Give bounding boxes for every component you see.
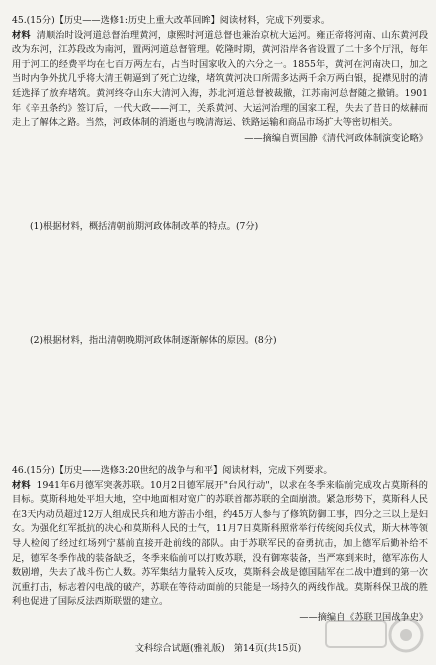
question-45: [12, 14, 428, 146]
question-45-material: [12, 29, 428, 131]
material-label: 材料: [12, 29, 31, 41]
question-45-header: 45.(15分)【历史——选修1:历史上重大改革回眸】阅读材料，完成下列要求。: [12, 15, 331, 26]
page-footer: 文科综合试题(雅礼版) 第14页(共15页): [134, 643, 302, 654]
question-45-sub-1: (1)根据材料，概括清朝前期河政体制改革的特点。(7分): [30, 221, 259, 232]
material-text: 1941年6月德军突袭苏联。10月2日德军展开"台风行动"，以求在冬季来临前完成攻占莫斯科的目标。莫斯科地处平坦大地，空中地面相对宽广的苏联首都苏联的全面崩溃。紧急形势下，莫斯科人民在3天内动员超过12万人组成民兵和地方游击小组，约45万人参与了修筑防御工事，四分之三以上是妇女。为强化红军抵抗的决心和莫斯科人民的士气，11月7日莫斯科照常举行传统阅兵仪式，斯大林等领导人检阅了经过红场列宁墓前直接开赴前线的部队。由于苏联军民的奋勇抗击，加上德军后勤补给不足，德军冬季作战的装备缺乏，冬季来临前可以打败苏联，没有御寒装备，当严寒到来时，德军冻伤人数剧增，失去了战斗伤亡人数。苏军集结力量转入反攻，莫斯科会战是德国陆军在二战中遭到的第一次沉重打击，标志着闪电战的破产，苏联在等待动面前的只能是一场持久的两线作战。莫斯科保卫战的胜利也促进了国际反法西斯联盟的建立。: [12, 479, 428, 608]
question-46: [12, 464, 428, 626]
watermark-logo: [320, 613, 430, 661]
material-label: 材料: [12, 479, 31, 491]
material-source: ——摘编自贾国静《清代河政体制演变论略》: [244, 132, 428, 144]
question-46-material: [12, 479, 428, 610]
material-source: ——摘编自《苏联卫国战争史》: [299, 611, 428, 623]
material-text: 清顺治时设河道总督治理黄河，康熙时河道总督也兼治京杭大运河。雍正帝将河南、山东黄河段改为东河，江苏段改为南河，置两河道总督管理。乾隆时期，黄河沿岸各省设置了二十多个厅汛，每年用于河工的经费平均在七百万两左右，占当时国家收入的六分之一。1855年，黄河在河南决口，加之当时内争外扰几乎将大清王朝逼到了死亡边缘，堵筑黄河决口所需多达两千余万两白银，捉襟见肘的清廷选择了放弃堵筑。黄河终夺山东大清河入海，苏北河道总督被裁撤，江苏南河总督随之撤销。1901年《辛丑条约》签订后，一代大政——河工，关系黄河、大运河治理的国家工程，失去了昔日的炫赫而走上了解体之路。当然，河政体制的消逝也与晚清海运、铁路运输和商品市场扩大等密切相关。: [12, 29, 429, 129]
question-46-header: 46.(15分)【历史——选修3:20世纪的战争与和平】阅读材料，完成下列要求。: [12, 465, 333, 476]
question-45-sub-2: (2)根据材料，指出清朝晚期河政体制逐渐解体的原因。(8分): [30, 335, 277, 346]
